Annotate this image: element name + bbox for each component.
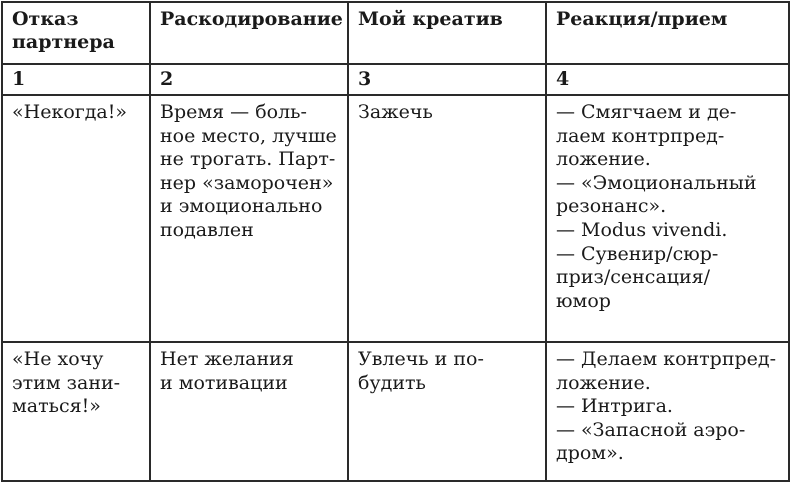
header-partner-refusal: Отказ партнера xyxy=(2,2,150,64)
cell-decoding: Нет желания и мотивации xyxy=(150,342,348,481)
cell-reaction: — Делаем контрпред- ложение. — Интрига. — «Запасной аэро- дром». xyxy=(546,342,789,481)
cell-refusal: «Не хочу этим зани- маться!» xyxy=(2,342,150,481)
column-number-4: 4 xyxy=(546,64,789,95)
column-number-row xyxy=(2,64,789,95)
refusal-reaction-table xyxy=(1,1,790,482)
header-row xyxy=(2,2,789,64)
cell-creative: Зажечь xyxy=(348,95,546,342)
table-row xyxy=(2,95,789,342)
header-reaction-technique: Реакция/прием xyxy=(546,2,789,64)
column-number-3: 3 xyxy=(348,64,546,95)
cell-decoding: Время — боль- ное место, лучше не трогать. Парт- нер «заморочен» и эмоционально подавлен xyxy=(150,95,348,342)
table-row xyxy=(2,342,789,481)
column-number-2: 2 xyxy=(150,64,348,95)
header-decoding: Раскодирование xyxy=(150,2,348,64)
cell-reaction: — Смягчаем и де- лаем контрпред- ложение. — «Эмоциональный резонанс». — Modus vivendi. — Сувенир/сюр- приз/сенсация/ юмор xyxy=(546,95,789,342)
header-my-creative: Мой креатив xyxy=(348,2,546,64)
column-number-1: 1 xyxy=(2,64,150,95)
cell-refusal: «Некогда!» xyxy=(2,95,150,342)
cell-creative: Увлечь и по- будить xyxy=(348,342,546,481)
